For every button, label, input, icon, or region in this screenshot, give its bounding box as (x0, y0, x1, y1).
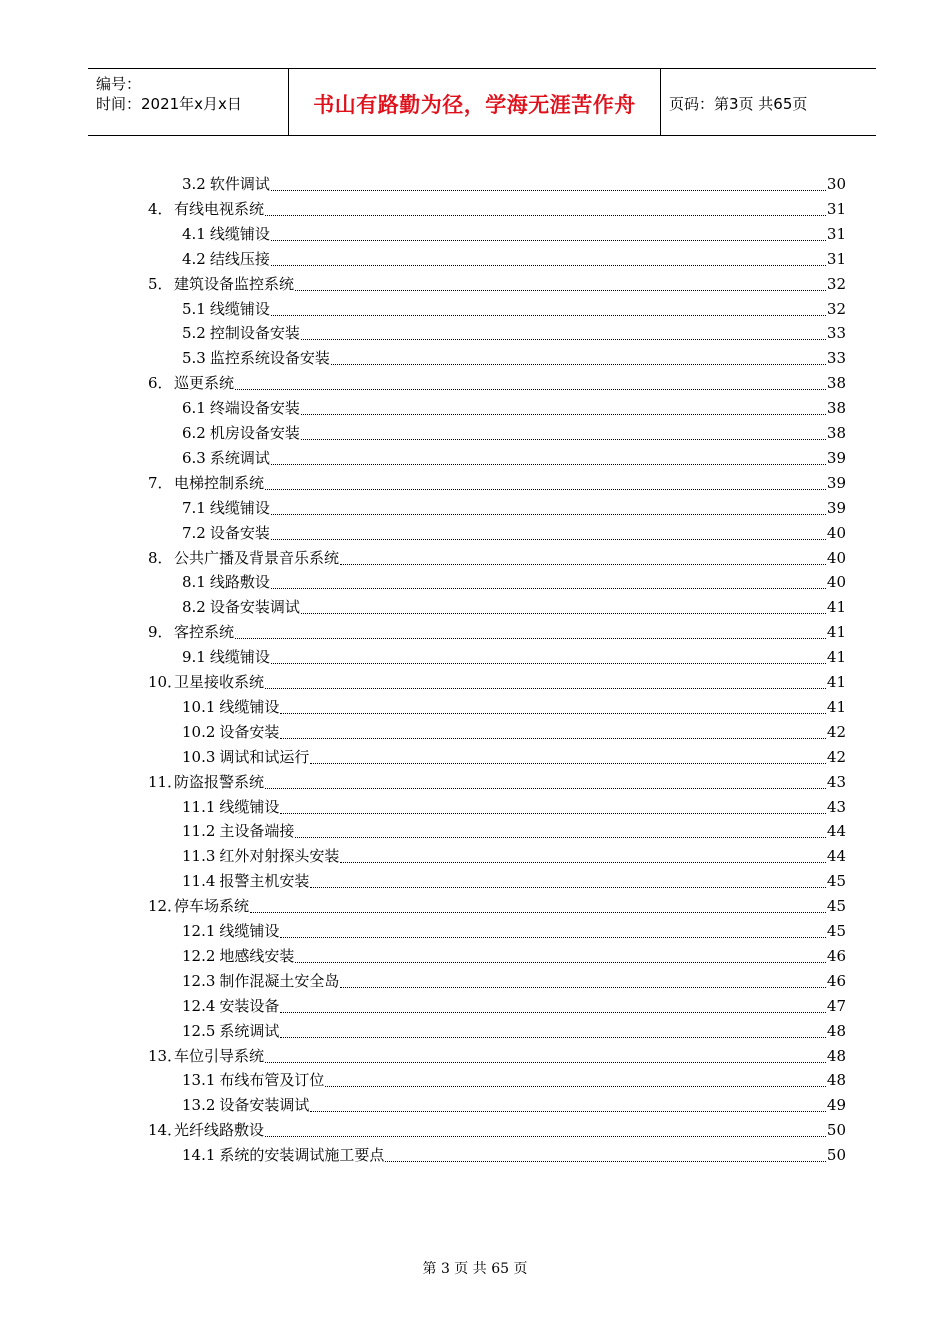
toc-entry-number: 4.1 (182, 224, 206, 243)
toc-entry-number: 12.3 (182, 971, 216, 990)
toc-entry[interactable] (182, 1091, 846, 1115)
toc-dot-leader (340, 563, 826, 565)
header-motto: 书山有路勤为径，学海无涯苦作舟 (288, 69, 661, 135)
toc-dot-leader (271, 239, 826, 241)
toc-entry-title: 布线布管及订位 (219, 1071, 325, 1090)
toc-entry-title: 公共广播及背景音乐系统 (174, 548, 340, 567)
toc-entry-page: 32 (826, 299, 846, 318)
toc-dot-leader (271, 314, 826, 316)
toc-entry[interactable] (182, 1066, 846, 1090)
toc-entry[interactable] (182, 992, 846, 1016)
toc-entry-page: 39 (826, 498, 846, 517)
toc-entry-title: 车位引导系统 (174, 1046, 265, 1065)
toc-dot-leader (310, 1110, 825, 1112)
toc-entry-number: 8.2 (182, 598, 206, 617)
toc-entry-page: 49 (826, 1096, 846, 1115)
toc-entry[interactable] (148, 1116, 846, 1140)
toc-dot-leader (301, 438, 826, 440)
toc-entry-number: 3.2 (182, 175, 206, 193)
toc-dot-leader (295, 289, 826, 291)
toc-entry-title: 系统的安装调试施工要点 (219, 1146, 385, 1165)
toc-dot-leader (295, 961, 825, 963)
toc-entry-title: 光纤线路敷设 (174, 1121, 265, 1140)
toc-entry-number: 7.1 (182, 498, 206, 517)
toc-entry[interactable] (182, 917, 846, 941)
toc-dot-leader (280, 737, 825, 739)
toc-entry-number: 6.3 (182, 448, 206, 467)
toc-dot-leader (271, 264, 826, 266)
toc-entry-title: 结线压接 (209, 249, 270, 268)
toc-entry-number: 14． (148, 1121, 183, 1140)
toc-entry[interactable] (182, 295, 846, 319)
toc-dot-leader (295, 836, 825, 838)
toc-entry-number: 6.1 (182, 399, 206, 418)
toc-entry-title: 系统调试 (219, 1021, 280, 1040)
toc-entry-title: 红外对射探头安装 (219, 847, 340, 866)
toc-entry-number: 5． (148, 274, 173, 293)
toc-entry-title: 安装设备 (219, 996, 280, 1015)
toc-entry-title: 监控系统设备安装 (209, 349, 330, 368)
toc-entry-page: 38 (826, 399, 846, 418)
header-meta (88, 69, 288, 135)
toc-entry-number: 9． (148, 623, 173, 642)
toc-entry-title: 线缆铺设 (219, 697, 280, 716)
toc-entry-page: 38 (826, 374, 846, 393)
toc-entry-number: 4． (148, 199, 173, 218)
toc-entry-title: 控制设备安装 (209, 324, 300, 343)
toc-dot-leader (265, 488, 826, 490)
toc-entry-page: 47 (826, 996, 846, 1015)
toc-entry[interactable] (182, 394, 846, 418)
toc-entry-number: 5.2 (182, 324, 206, 343)
toc-dot-leader (280, 936, 825, 938)
toc-dot-leader (310, 886, 825, 888)
toc-entry[interactable] (182, 245, 846, 269)
toc-entry-title: 设备安装调试 (219, 1096, 310, 1115)
toc-entry-page: 48 (826, 1071, 846, 1090)
toc-entry[interactable] (182, 643, 846, 667)
toc-entry[interactable] (182, 220, 846, 244)
toc-entry-page: 41 (826, 598, 846, 617)
toc-entry[interactable] (148, 544, 846, 568)
toc-entry-number: 12.1 (182, 922, 216, 940)
toc-entry-title: 设备安装 (209, 523, 270, 542)
toc-entry-title: 报警主机安装 (219, 872, 310, 891)
toc-dot-leader (325, 1085, 825, 1087)
toc-entry-page: 41 (826, 623, 846, 642)
toc-entry-title: 线缆铺设 (209, 648, 270, 667)
toc-dot-leader (271, 587, 826, 589)
toc-dot-leader (235, 637, 826, 639)
toc-entry-page: 44 (826, 847, 846, 866)
toc-entry[interactable] (182, 494, 846, 518)
toc-entry[interactable] (182, 817, 846, 841)
toc-entry-title: 系统调试 (209, 448, 270, 467)
toc-entry-number: 12.5 (182, 1021, 216, 1040)
toc-entry[interactable] (182, 1017, 846, 1041)
toc-entry-number: 13.2 (182, 1096, 216, 1115)
toc-dot-leader (235, 388, 826, 390)
toc-entry-page: 40 (826, 573, 846, 592)
toc-entry[interactable] (182, 519, 846, 543)
toc-entry-title: 线缆铺设 (209, 498, 270, 517)
toc-entry[interactable] (182, 1141, 846, 1165)
toc-entry-page: 48 (826, 1046, 846, 1065)
toc-entry-title: 卫星接收系统 (174, 673, 265, 691)
toc-entry-page: 45 (826, 872, 846, 891)
toc-entry-page: 32 (826, 274, 846, 293)
toc-dot-leader (301, 413, 826, 415)
toc-dot-leader (340, 861, 825, 863)
toc-entry[interactable] (182, 942, 846, 966)
toc-entry-title: 线路敷设 (209, 573, 270, 592)
toc-entry-title: 电梯控制系统 (174, 473, 265, 492)
toc-entry-number: 11.2 (182, 822, 216, 841)
toc-entry[interactable] (182, 593, 846, 617)
toc-entry-title: 停车场系统 (174, 897, 250, 916)
toc-entry-number: 10.2 (182, 722, 216, 741)
toc-entry-number: 6． (148, 374, 173, 393)
toc-entry-title: 设备安装调试 (209, 598, 300, 617)
toc-dot-leader (271, 513, 826, 515)
toc-entry-number: 11.1 (182, 797, 216, 816)
toc-dot-leader (280, 1036, 825, 1038)
toc-entry-page: 43 (826, 797, 846, 816)
toc-entry[interactable] (182, 444, 846, 468)
toc-entry[interactable] (148, 369, 846, 393)
toc-entry-title: 地感线安装 (219, 946, 295, 965)
toc-entry-title: 有线电视系统 (174, 199, 265, 218)
toc-entry-number: 9.1 (182, 648, 206, 667)
toc-entry-page: 45 (826, 922, 846, 940)
toc-entry[interactable] (182, 842, 846, 866)
toc-entry-page: 33 (826, 324, 846, 343)
toc-entry-page: 48 (826, 1021, 846, 1040)
toc-entry-title: 设备安装 (219, 722, 280, 741)
toc-entry[interactable] (182, 344, 846, 368)
toc-entry-title: 制作混凝土安全岛 (219, 971, 340, 990)
toc-entry-number: 13． (148, 1046, 183, 1065)
toc-entry-title: 客控系统 (174, 623, 235, 642)
toc-dot-leader (301, 612, 826, 614)
toc-entry-number: 11． (148, 772, 183, 791)
toc-entry-number: 11.4 (182, 872, 216, 891)
toc-entry[interactable] (182, 967, 846, 991)
toc-entry[interactable] (148, 618, 846, 642)
toc-entry-number: 12.2 (182, 946, 216, 965)
toc-entry-page: 31 (826, 224, 846, 243)
toc-entry[interactable] (182, 743, 846, 767)
toc-entry-title: 软件调试 (209, 175, 270, 193)
toc-entry-number: 12． (148, 897, 183, 916)
toc-dot-leader (271, 189, 826, 191)
header-page-info: 页码：第3页 共65页 (669, 94, 808, 113)
toc-entry-number: 7.2 (182, 523, 206, 542)
toc-entry-number: 10.3 (182, 747, 216, 766)
toc-dot-leader (265, 214, 826, 216)
toc-entry-title: 建筑设备监控系统 (174, 274, 295, 293)
toc-entry-title: 线缆铺设 (209, 224, 270, 243)
toc-entry[interactable] (182, 568, 846, 592)
toc-entry-page: 42 (826, 747, 846, 766)
toc-entry-page: 42 (826, 722, 846, 741)
toc-dot-leader (265, 687, 826, 689)
toc-entry-page: 39 (826, 473, 846, 492)
toc-entry-page: 46 (826, 971, 846, 990)
toc-entry-number: 5.1 (182, 299, 206, 318)
toc-entry-page: 33 (826, 349, 846, 368)
toc-dot-leader (331, 363, 826, 365)
toc-entry-page: 41 (826, 673, 846, 691)
toc-entry[interactable] (182, 867, 846, 891)
toc-entry-title: 主设备端接 (219, 822, 295, 841)
toc-entry-page: 46 (826, 946, 846, 965)
toc-entry[interactable] (182, 419, 846, 443)
toc-entry-number: 7． (148, 473, 173, 492)
toc-entry-title: 机房设备安装 (209, 424, 300, 442)
toc-entry[interactable] (148, 270, 846, 294)
toc-entry[interactable] (182, 170, 846, 194)
toc-entry-page: 50 (826, 1146, 846, 1165)
toc-entry[interactable] (148, 1042, 846, 1066)
toc-entry-number: 6.2 (182, 424, 206, 442)
page-footer: 第 3 页 共 65 页 (422, 1261, 528, 1277)
toc-dot-leader (271, 662, 826, 664)
toc-entry-page: 40 (826, 548, 846, 567)
toc-dot-leader (265, 787, 826, 789)
toc-entry[interactable] (182, 693, 846, 717)
toc-entry-number: 5.3 (182, 349, 206, 368)
toc-entry[interactable] (182, 793, 846, 817)
toc-entry[interactable] (148, 892, 846, 916)
toc-entry-page: 45 (826, 897, 846, 916)
page-header (88, 68, 876, 136)
toc-dot-leader (271, 463, 826, 465)
toc-entry-number: 12.4 (182, 996, 216, 1015)
toc-entry-page: 41 (826, 697, 846, 716)
toc-entry-title: 巡更系统 (174, 374, 235, 393)
toc-entry-page: 41 (826, 648, 846, 667)
toc-dot-leader (385, 1160, 825, 1162)
toc-dot-leader (301, 338, 826, 340)
toc-dot-leader (310, 762, 825, 764)
toc-entry-number: 11.3 (182, 847, 216, 866)
toc-entry-number: 13.1 (182, 1071, 216, 1090)
toc-entry[interactable] (182, 319, 846, 343)
toc-dot-leader (265, 1135, 826, 1137)
toc-entry-number: 8.1 (182, 573, 206, 592)
toc-entry-title: 终端设备安装 (209, 399, 300, 418)
toc-entry-title: 线缆铺设 (219, 922, 280, 940)
toc-entry-page: 39 (826, 448, 846, 467)
document-time-label: 时间：2021年x月x日 (96, 95, 242, 113)
toc-entry-page: 38 (826, 424, 846, 442)
toc-entry-page: 50 (826, 1121, 846, 1140)
toc-entry-number: 10． (148, 673, 183, 691)
toc-dot-leader (250, 911, 826, 913)
toc-dot-leader (280, 712, 825, 714)
toc-entry[interactable] (148, 195, 846, 219)
toc-entry-number: 14.1 (182, 1146, 216, 1165)
toc-entry-page: 44 (826, 822, 846, 841)
toc-dot-leader (280, 812, 825, 814)
document-number-label: 编号： (96, 75, 142, 93)
toc-entry[interactable] (148, 469, 846, 493)
toc-entry-title: 线缆铺设 (219, 797, 280, 816)
toc-entry-title: 防盗报警系统 (174, 772, 265, 791)
toc-entry-page: 43 (826, 772, 846, 791)
toc-entry-page: 31 (826, 249, 846, 268)
toc-entry-page: 31 (826, 199, 846, 218)
toc-dot-leader (265, 1061, 826, 1063)
toc-entry-number: 4.2 (182, 249, 206, 268)
toc-entry-number: 10.1 (182, 697, 216, 716)
toc-entry-title: 调试和试运行 (219, 747, 310, 766)
toc-dot-leader (280, 1011, 825, 1013)
toc-entry-number: 8． (148, 548, 173, 567)
toc-entry[interactable] (182, 718, 846, 742)
toc-entry[interactable] (148, 768, 846, 792)
toc-entry[interactable] (148, 668, 846, 692)
toc-dot-leader (271, 538, 826, 540)
toc-entry-title: 线缆铺设 (209, 299, 270, 318)
toc-dot-leader (340, 986, 825, 988)
toc-entry-page: 40 (826, 523, 846, 542)
toc-entry-page: 30 (826, 175, 846, 193)
